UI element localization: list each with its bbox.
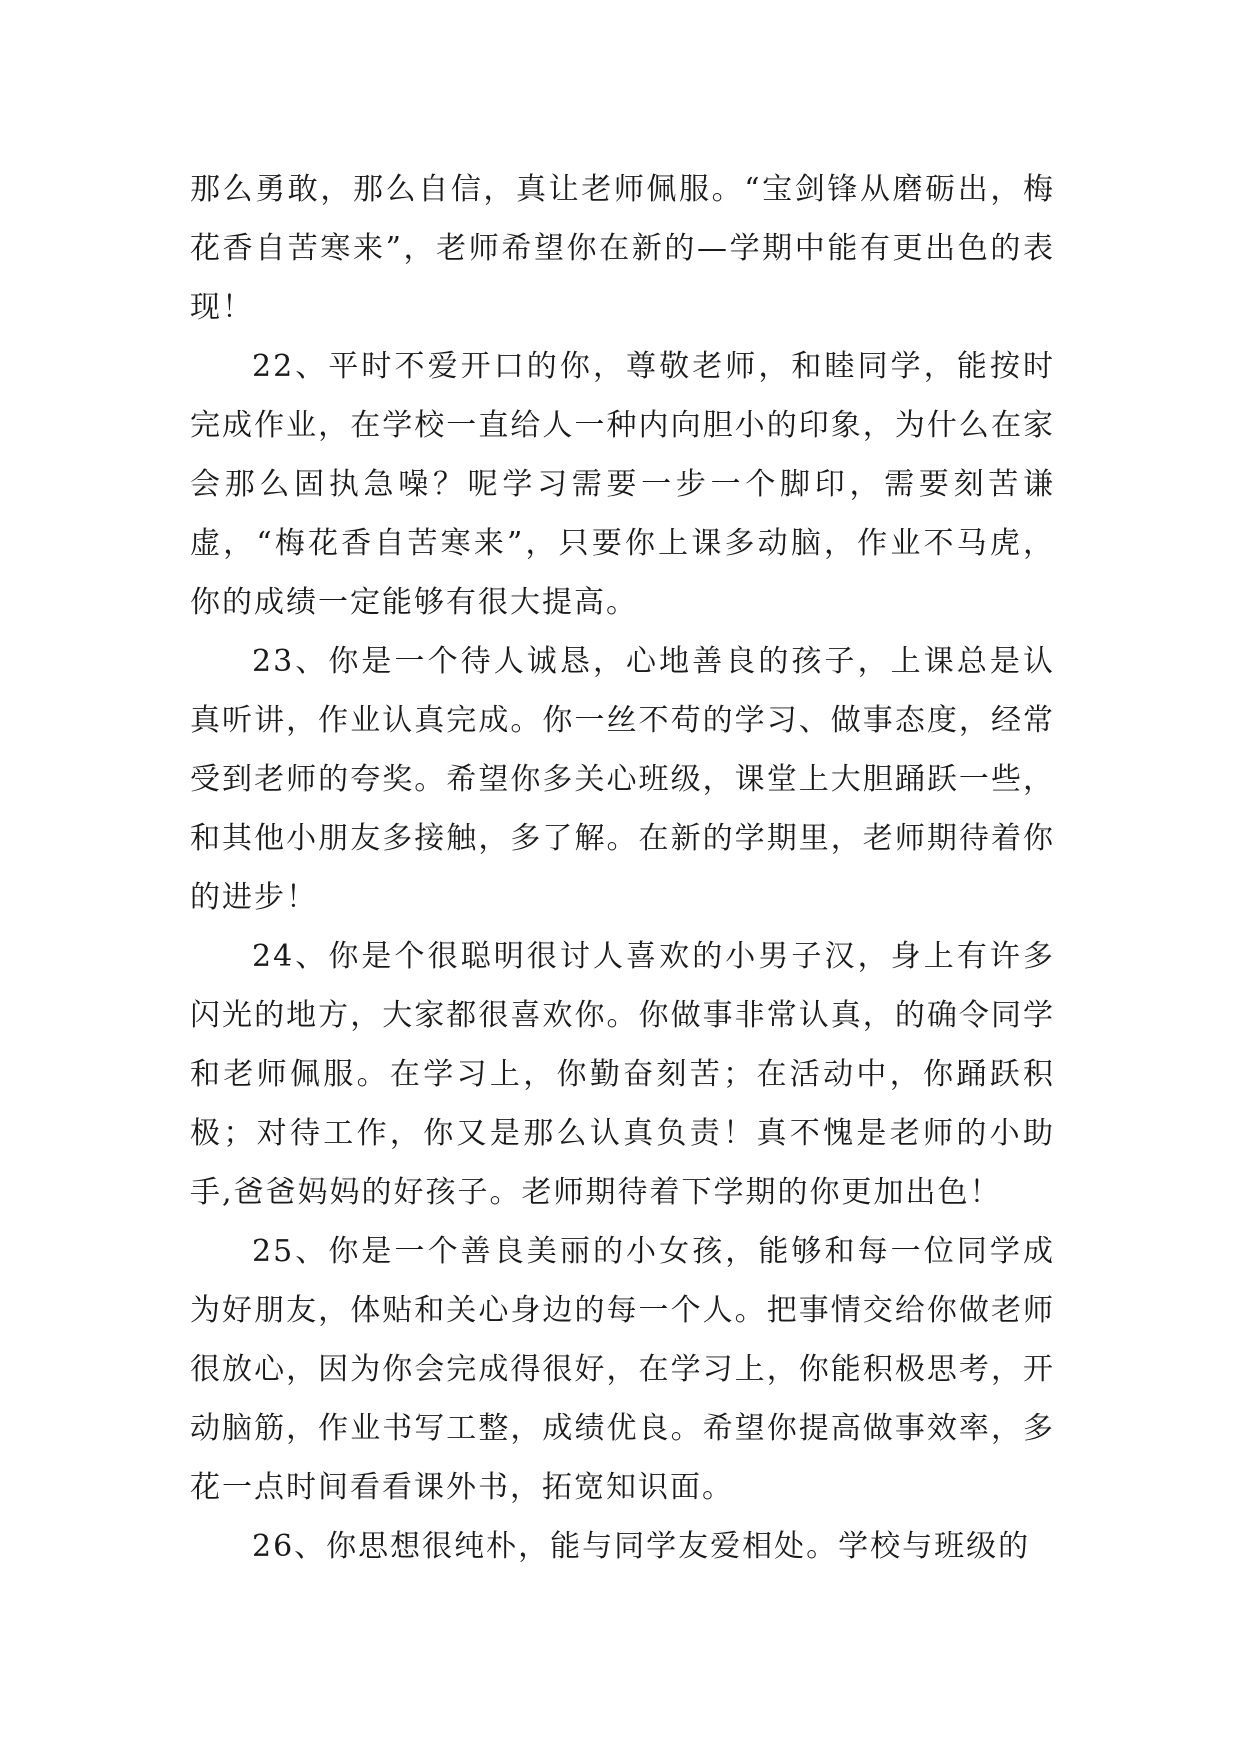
paragraph-comment-22: 22、平时不爱开口的你，尊敬老师，和睦同学，能按时完成作业，在学校一直给人一种内向胆小的印象，为什么在家会那么固执急噪？呢学习需要一步一个脚印，需要刻苦谦虚，“梅花香自苦寒来”，只要你上课多动脑，作业不马虎，你的成绩一定能够有很大提高。	[190, 349, 1055, 620]
paragraph-comment-24: 24、你是个很聪明很讨人喜欢的小男子汉，身上有许多闪光的地方，大家都很喜欢你。你做事非常认真，的确令同学和老师佩服。在学习上，你勤奋刻苦；在活动中，你踊跃积极；对待工作，你又是那么认真负责！真不愧是老师的小助手,爸爸妈妈的好孩子。老师期待着下学期的你更加出色！	[190, 939, 1055, 1210]
paragraph-continuation: 那么勇敢，那么自信，真让老师佩服。“宝剑锋从磨砺出，梅花香自苦寒来”，老师希望你在新的—学期中能有更出色的表现！	[190, 172, 1055, 325]
paragraph-comment-23: 23、你是一个待人诚恳，心地善良的孩子，上课总是认真听讲，作业认真完成。你一丝不苟的学习、做事态度，经常受到老师的夸奖。希望你多关心班级，课堂上大胆踊跃一些，和其他小朋友多接触，多了解。在新的学期里，老师期待着你的进步！	[190, 644, 1055, 915]
paragraph-comment-25: 25、你是一个善良美丽的小女孩，能够和每一位同学成为好朋友，体贴和关心身边的每一个人。把事情交给你做老师很放心，因为你会完成得很好，在学习上，你能积极思考，开动脑筋，作业书写工整，成绩优良。希望你提高做事效率，多花一点时间看看课外书，拓宽知识面。	[190, 1234, 1055, 1505]
document-body	[190, 160, 1055, 1576]
paragraph-comment-26: 26、你思想很纯朴，能与同学友爱相处。学校与班级的	[252, 1529, 1031, 1564]
